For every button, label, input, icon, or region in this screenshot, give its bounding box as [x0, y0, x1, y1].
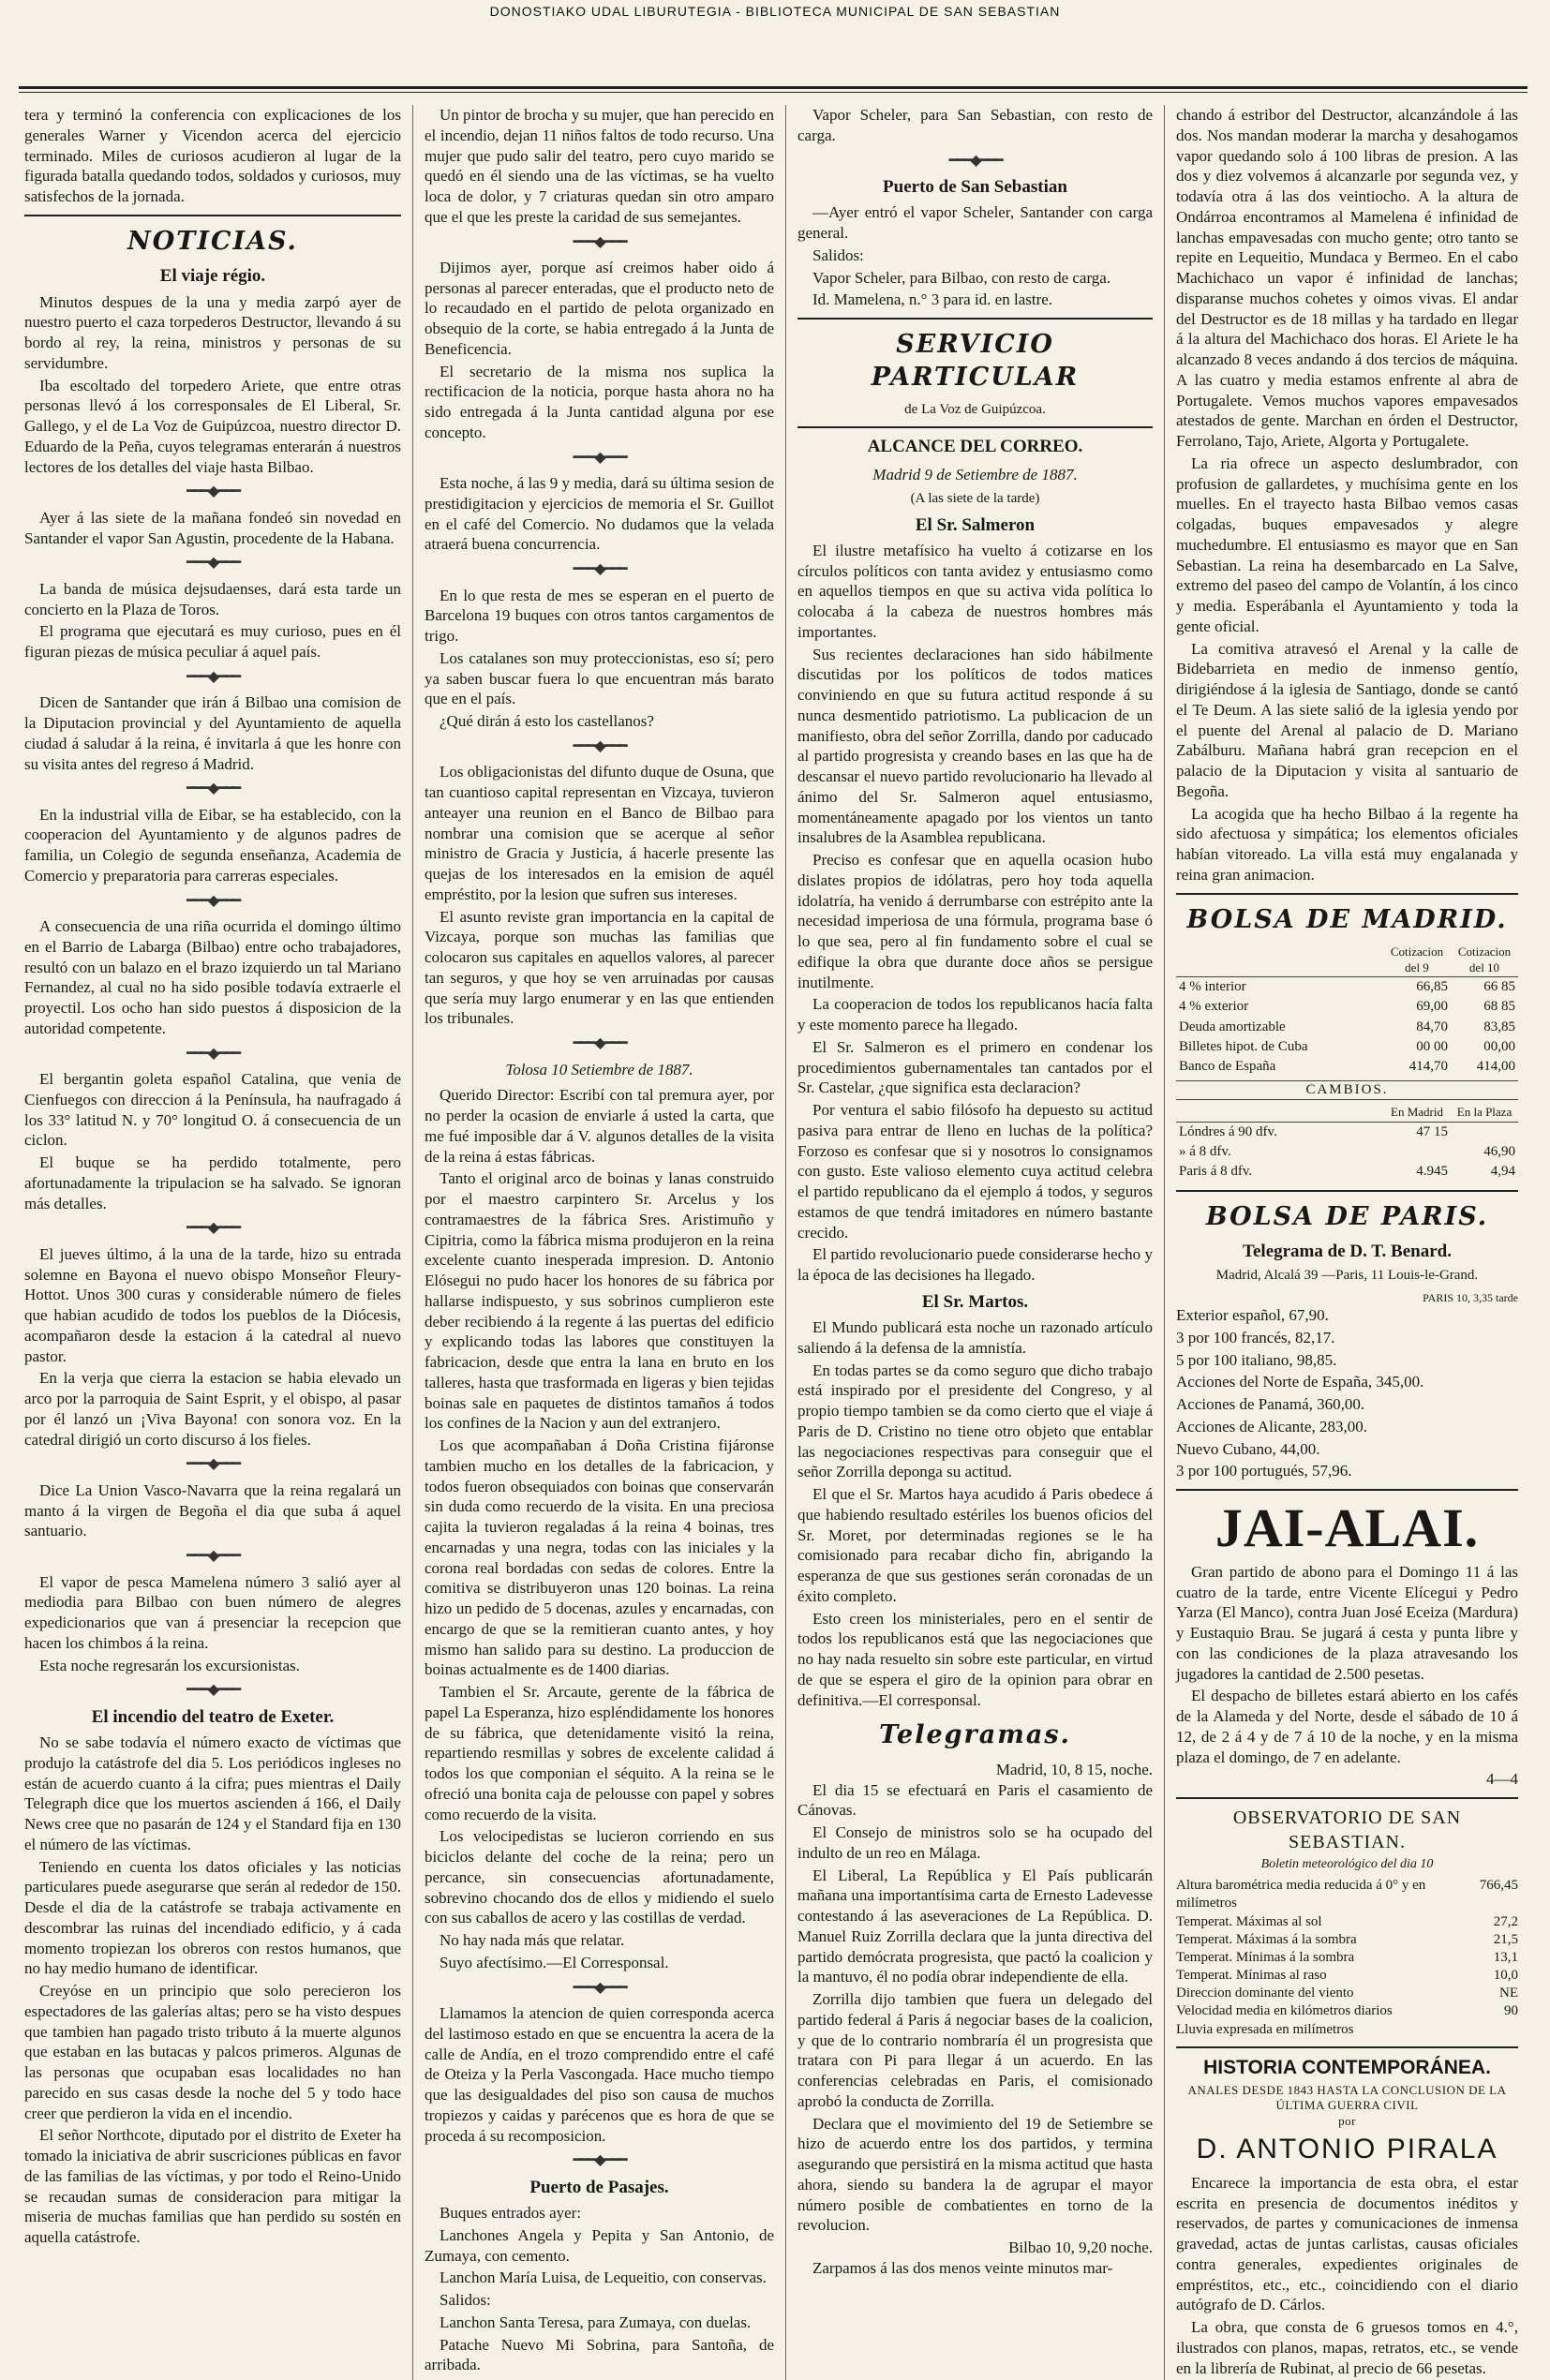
paragraph: ¿Qué dirán á esto los castellanos? [440, 712, 654, 731]
paragraph: El buque se ha perdido totalmente, pero afortunadamente la tripulacion se ha salvado. Se ignoran más detalles. [24, 1153, 401, 1212]
paragraph: Declara que el movimiento del 19 de Setiembre se hizo de acuerdo entre los dos partidos, y termina asegurando que persistirá en la misma actitud que hasta ahora, siendo su bandera la de agrupar el mayor número posible de combatientes en torno de la revolucion. [797, 2114, 1153, 2235]
table-header [1176, 944, 1383, 977]
weather-row [1176, 2002, 1518, 2020]
paragraph: Gran partido de abono para el Domingo 11 á las cuatro de la tarde, entre Vicente Elícegui y Pedro Yarza (El Manco), contra Juan José Eceiza (Mardura) y Eustaquio Brau. Se jugará á cesta y punta libre y con las condiciones de la plaza atravesando los jugadores la cantidad de 2.500 pesetas. [1176, 1562, 1518, 1683]
weather-row [1176, 2021, 1518, 2039]
paragraph: Dicen de Santander que irán á Bilbao una comision de la Diputacion provincial y del Ayuntamiento de aquella ciudad á saludar á la reina, é invitarla á que les honre con su visita antes del regreso á Madrid. [24, 693, 401, 773]
telegramas-heading: Telegramas. [879, 1720, 1071, 1750]
historia-subheading: ANALES DESDE 1843 HASTA LA CONCLUSION DE LA ÚLTIMA GUERRA CIVIL [1187, 2082, 1507, 2113]
paragraph: Los obligacionistas del difunto duque de Osuna, que tan cuantioso capital representan en Vizcaya, tuvieron anteayer una reunion en el Banco de Bilbao para nombrar una comision que se acerque al señor ministro de Gracia y Justicia, á hacerle presente las quejas de los interesados en la emision de aquél empréstito, por la lesion que sufren sus intereses. [425, 763, 774, 903]
time-note: (A las siete de la tarde) [910, 491, 1040, 507]
paragraph: chando á estribor del Destructor, alcanzándole á las dos. Nos mandan moderar la marcha y desahogamos vapor quedando solo á 100 libras de presion. A las dos y diez volvemos á alcanzarle por segunda vez, y todavía otra á las dos veintiocho. A la altura de Ondárroa encontramos al Mamelena é infinidad de lanchas empavesadas con mucho gente; otro tanto se repite en Lequeitio, Mundaca y Bermeo. En el cabo Machichaco un vapor é infinidad de lanchas; disparanse muchos cohetes y oimos vivas. El andar del Destructor es de 18 millas y ha tardado en llegar á la altura del Machichaco dos horas. El Ariete le ha alcanzado 8 veces andando á dos tercios de máquina. A las cuatro y media estamos enfrente al abra de Portugalete. Vemos muchos vapores empavesados atestados de gente. Marchan en órden el Destructor, Ferrolano, Tajo, Ariete, Algorta y Portugalete. [1176, 106, 1518, 450]
list-item: 3 por 100 portugués, 57,96. [1176, 1462, 1352, 1480]
weather-row [1176, 1967, 1518, 1985]
paragraph: En todas partes se da como seguro que dicho trabajo está inspirado por el presidente del Congreso, y al propio tiempo tambien se da como cierto que el viaje á Paris de D. Cristino no tiene otro objeto que entablar las negociaciones respectivas para conseguir que el señor Zorrilla deponga su actitud. [797, 1361, 1153, 1481]
tolosa-dateline: Tolosa 10 Setiembre de 1887. [505, 1060, 693, 1078]
ornament-divider: ━━━◆━━━ [186, 668, 240, 685]
table-header [1176, 1104, 1383, 1122]
paragraph: Vapor Scheler, para San Sebastian, con resto de carga. [797, 106, 1153, 144]
table-row [1176, 1162, 1518, 1182]
list-item: 5 por 100 italiano, 98,85. [1176, 1350, 1337, 1369]
table-cell: 414,70 [1408, 1059, 1448, 1075]
divider [1176, 1190, 1518, 1192]
table-row [1176, 1037, 1518, 1057]
paragraph: Iba escoltado del torpedero Ariete, que entre otras personas llevó á los corresponsales de El Liberal, Sr. Gallego, y el de La Voz de Guipúzcoa, nuestro director D. Eduardo de la Peña, cuyos telegramas enterarán á nuestros lectores de los detalles del viaje hasta Bilbao. [24, 376, 401, 476]
table-row [1176, 997, 1518, 1017]
paragraph: La banda de música dejsudaenses, dará esta tarde un concierto en la Plaza de Toros. [24, 579, 401, 618]
paragraph: Esta noche regresarán los excursionistas. [39, 1656, 301, 1674]
paragraph: La cooperacion de todos los republicanos hacía falta y este momento parece ha llegado. [797, 995, 1153, 1034]
paragraph: Zarpamos á las dos menos veinte minutos mar- [812, 2258, 1113, 2277]
ad-number: 4—4 [1486, 1770, 1518, 1789]
table-header-row [1176, 1104, 1518, 1122]
paragraph: No se sabe todavía el número exacto de víctimas que produjo la catástrofe del dia 5. Los periódicos ingleses no están de acuerdo cuanto á la cifra; pues mientras el Daily Telegraph dice que los muertos ascienden á 166, el Daily News cree que no pasarán de 124 y el Standard fija en 130 el número de las víctimas. [24, 1733, 401, 1853]
table-row [1176, 1142, 1518, 1162]
paragraph: La obra, que consta de 6 gruesos tomos en 4.°, ilustrados con planos, mapas, retratos, etc., se vende en la librería de Rubinat, al precio de 66 pesetas. [1176, 2318, 1518, 2377]
table-cell: 66,85 [1416, 979, 1448, 995]
paragraph: Sus recientes declaraciones han sido hábilmente discutidas por los políticos de todos matices conviniendo en que su futura actitud responde á su nunca desmentido patriotismo. La publicacion de un manifiesto, obra del señor Zorrilla, dando por caducado al partido progresista y creando bases en las que ha de descansar el nuevo partido revolucionario ha llevado al ánimo del Sr. Salmeron aquel entusiasmo, momentáneamente apagado por los vientos un tanto insalubres de la Asamblea republicana. [797, 645, 1153, 847]
paragraph: Dice La Union Vasco-Navarra que la reina regalará un manto á la virgen de Begoña el dia que suba á aquel santuario. [24, 1480, 401, 1540]
table-row [1176, 1018, 1518, 1037]
table-header: En Madrid [1383, 1104, 1451, 1122]
table-cell: 69,00 [1416, 999, 1448, 1015]
weather-row [1176, 1877, 1518, 1912]
list-item: Nuevo Cubano, 44,00. [1176, 1439, 1320, 1458]
paragraph: Teniendo en cuenta los datos oficiales y las noticias particulares puede asegurarse que serán al rededor de 150. Desde el dia de la catástrofe se trabaja activamente en descombrar las ruinas del incendiado edificio, y á cada momento tropiezan los obreros con restos humanos, que no hay medio humano de identificar. [24, 1857, 401, 1978]
signature: Suyo afectísimo.—El Corresponsal. [440, 1953, 669, 1971]
table-cell: Deuda amortizable [1179, 1019, 1286, 1034]
table-cell: 66 85 [1483, 979, 1515, 995]
divider [1176, 1797, 1518, 1799]
divider [1176, 2046, 1518, 2048]
ornament-divider: ━━━◆━━━ [573, 737, 626, 754]
paragraph: La ria ofrece un aspecto deslumbrador, con profusion de gallardetes, y muchísima gente en los muelles. En el trayecto hasta Bilbao vemos casas colgadas, buques empavesados y alegre muchedumbre. El entusiasmo es mayor que en San Sebastian. La reina ha desembarcado en La Salve, extremo del paseo del campo de Volantín, á los cinco y media. Esperábanla el Ayuntamiento y toda la gente oficial. [1176, 454, 1518, 635]
weather-label: Direccion dominante del viento [1176, 1986, 1354, 2001]
paragraph: El Sr. Salmeron es el primero en condenar los procedimientos gubernamentales tan cantados por el Sr. Castelar, ¿que significa esta declaracion? [797, 1037, 1153, 1097]
paragraph: La comitiva atravesó el Arenal y la calle de Bidebarrieta en medio de inmenso gentío, dirigiéndose á la iglesia de Santiago, donde se cantó el Te Deum. A las siete salió de la iglesia yendo por el puente del Arenal al palacio de D. Mariano Zabálburu. Mañana habrá gran recepcion en el palacio de la Diputacion y visita al santuario de Begoña. [1176, 639, 1518, 800]
paragraph: Llamamos la atencion de quien corresponda acerca del lastimoso estado en que se encuentra la acera de la calle de Andía, en el trozo comprendido entre el café de Oteiza y la Perla Vascongada. Hace mucho tiempo que las desigualdades del piso son causa de muchos tropiezos y caidas y parécenos que es hora de que se proceda á su recomposicion. [425, 2004, 774, 2145]
paragraph: Patache Nuevo Mi Sobrina, para Santoña, de arribada. [425, 2335, 774, 2374]
cambios-table [1176, 1104, 1518, 1182]
list-item: Acciones del Norte de España, 345,00. [1176, 1373, 1424, 1391]
telegram-dateline: Bilbao 10, 9,20 noche. [1008, 2239, 1153, 2257]
weather-label: Temperat. Máximas á la sombra [1176, 1931, 1357, 1947]
paragraph: El programa que ejecutará es muy curioso, pues en él figuran piezas de música peculiar á aquel país. [24, 622, 401, 662]
weather-value: 90 [1504, 2003, 1518, 2019]
servicio-heading: SERVICIO PARTICULAR [871, 330, 1080, 392]
paragraph: Tanto el original arco de boinas y lanas construido por el maestro carpintero Sr. Arcelus y los contramaestres de la fábrica Sres. Aristimuño y Cipitria, como la fábrica misma produjeron en la reina excelente cuanto inesperada impresion. D. Antonio Elósegui no pudo hacer los honores de su fábrica por hallarse indispuesto, y sus sobrinos cumplieron este deber recibiendo á la regente á las puertas del edificio y explicando todas las labores que constituyen la fabricacion, desde que entra la lana en bruto en los talleres, hasta que trasformada en ligeras y bien tejidas boinas sale en paquetes de distintos tamaños á todos los confines de la Nacion y aun del extranjero. [425, 1169, 774, 1433]
ornament-divider: ━━━◆━━━ [186, 1045, 240, 1062]
table-cell: Billetes hipot. de Cuba [1179, 1038, 1308, 1054]
table-cell [1451, 1123, 1518, 1143]
paragraph: El dia 15 se efectuará en Paris el casamiento de Cánovas. [797, 1780, 1153, 1820]
paragraph: Los velocipedistas se lucieron corriendo en sus biciclos delante del coche de la reina; pero un percance, sin consecuencias afortunadamente, sobrevino chocando dos de ellos y midiendo el suelo con sus caballos de acero y las costillas de verdad. [425, 1827, 774, 1927]
paragraph: Vapor Scheler, para Bilbao, con resto de carga. [812, 268, 1111, 287]
paragraph: La acogida que ha hecho Bilbao á la regente ha sido afectuosa y simpática; los elementos oficiales habían vitoreado. La villa está muy engalanada y reina gran animacion. [1176, 804, 1518, 884]
table-cell: 83,85 [1483, 1019, 1515, 1034]
ornament-divider: ━━━◆━━━ [186, 555, 240, 572]
paragraph: Los que acompañaban á Doña Cristina fijáronse tambien mucho en los detalles de la fabricacion, y todos fueron obsequiados con boinas que conservarán sin duda como recuerdo de la visita. En una preciosa cajita la tuvieron regaladas á la reina 4 boinas, tres encarnadas y una negra, todas con las iniciales y la corona real bordadas con sedas de colores. Entre la comitiva se distribuyeron unas 120 boinas. La reina hizo un pedido de 5 docenas, azules y encarnadas, con encargo de que se la remitieran cuanto antes, y hoy mismo han salido para su destino. La produccion de boinas actualmente es de 1400 diarias. [425, 1436, 774, 1679]
ornament-divider: ━━━◆━━━ [186, 1682, 240, 1699]
ornament-divider: ━━━◆━━━ [573, 1035, 626, 1052]
san-sebastian-port-heading: Puerto de San Sebastian [883, 176, 1067, 197]
paragraph: No hay nada más que relatar. [440, 1931, 625, 1950]
table-row [1176, 1057, 1518, 1077]
ornament-divider: ━━━◆━━━ [186, 1548, 240, 1565]
paragraph: Ayer á las siete de la mañana fondeó sin novedad en Santander el vapor San Agustin, procedente de la Habana. [24, 508, 401, 547]
ornament-divider: ━━━◆━━━ [573, 561, 626, 578]
weather-label: Temperat. Mínimas al raso [1176, 1968, 1327, 1984]
telegram-benard-heading: Telegrama de D. T. Benard. [1243, 1242, 1452, 1262]
table-cell: Banco de España [1179, 1059, 1276, 1075]
weather-label: Velocidad media en kilómetros diarios [1176, 2003, 1393, 2019]
jaialai-heading: JAI-ALAI. [1215, 1497, 1480, 1559]
paragraph: Creyóse en un principio que solo perecieron los espectadores de las galerías altas; pero se ha visto despues que tambien han pagado tristo tributo á la muerte algunos que estaban en las butacas y palcos primeros. Algunas de las personas que ocupaban esas localidades no han parecido en sus casas desde la noche del 5 y todo hace creer que perdieron la vida en el incendio. [24, 1982, 401, 2122]
paragraph: El asunto reviste gran importancia en la capital de Vizcaya, porque son muchas las familias que colocaron sus capitales en aquellos valores, al parecer tan seguros, y que hoy se ven arruinadas por causas que sería muy largo enumerar y en las que entienden los tribunales. [425, 907, 774, 1028]
ornament-divider: ━━━◆━━━ [186, 892, 240, 909]
table-cell: 00 00 [1416, 1038, 1448, 1054]
paragraph: A consecuencia de una riña ocurrida el domingo último en el Barrio de Labarga (Bilbao) entre ocho trabajadores, resultó con un balazo en el brazo izquierdo un tal Mariano Fernandez, al cual no ha sido posible todavía extraerle el proyectil. Los ocho han sido puestos á disposicion de la autoridad competente. [24, 917, 401, 1037]
paragraph: El señor Northcote, diputado por el distrito de Exeter ha tomado la iniciativa de abrir suscriciones públicas en favor de las familias de las víctimas, y por todo el Reino-Unido se recaudan sumas de consideracion para mitigar la miseria de muchas familias que han perdido su sostén en aquella catástrofe. [24, 2126, 401, 2247]
paragraph: Lanchon Santa Teresa, para Zumaya, con duelas. [440, 2313, 752, 2331]
divider [1176, 893, 1518, 895]
weather-value: 27,2 [1493, 1913, 1518, 1929]
table-cell: 414,00 [1476, 1059, 1515, 1075]
table-cell: 4,94 [1490, 1164, 1515, 1180]
table-header: Cotizacion del 10 [1451, 944, 1518, 977]
paragraph: El secretario de la misma nos suplica la rectificacion de la noticia, porque hasta ahora no ha sido entregada á la Junta cantidad alguna por ese concepto. [425, 362, 774, 441]
ornament-divider: ━━━◆━━━ [573, 1979, 626, 1996]
table-header-row [1176, 944, 1518, 977]
paragraph: El vapor de pesca Mamelena número 3 salió ayer al mediodia para Bilbao con buen número de alegres expedicionarios que van á presenciar la recepcion que hacen los chimbos á la reina. [24, 1572, 401, 1652]
table-header: Cotizacion del 9 [1383, 944, 1451, 977]
newspaper-page [21, 105, 1529, 2377]
intro-paragraph: tera y terminó la conferencia con explicaciones de los generales Warner y Vicendon acerca del ejercicio terminado. Miles de curiosos acudieron al lugar de la figurada batalla quedando todos, soldados y curiosos, muy satisfechos de la jornada. [24, 106, 401, 205]
paragraph: El despacho de billetes estará abierto en los cafés de la Alameda y del Norte, desde el sábado de 10 á 12, de 2 á 4 y de 7 á 10 de la noche, y en la misma plaza el domingo, de 7 en adelante. [1176, 1687, 1518, 1766]
bolsa-madrid-table [1176, 944, 1518, 1077]
column-4 [1164, 105, 1529, 2380]
paragraph: Lanchon María Luisa, de Lequeitio, con conservas. [440, 2268, 767, 2287]
table-cell: 84,70 [1416, 1019, 1448, 1034]
incendio-heading: El incendio del teatro de Exeter. [91, 1706, 335, 1727]
list-item: Acciones de Alicante, 283,00. [1176, 1417, 1367, 1435]
madrid-dateline: Madrid 9 de Setiembre de 1887. [872, 465, 1078, 483]
paragraph: Salidos: [812, 245, 864, 264]
list-item: 3 por 100 francés, 82,17. [1176, 1328, 1335, 1346]
weather-label: Altura barométrica media reducida á 0° y en milímetros [1176, 1878, 1426, 1911]
weather-value: 10,0 [1493, 1968, 1518, 1984]
list-item: Acciones de Panamá, 360,00. [1176, 1395, 1365, 1414]
paragraph: Querido Director: Escribí con tal premura ayer, por no perder la ocasion de enviarle á usted la carta, que me fué imposible dar á V. algunos detalles de la visita de la reina á estas fábricas. [425, 1086, 774, 1166]
weather-value: 766,45 [1479, 1878, 1518, 1894]
paragraph: Los catalanes son muy proteccionistas, eso sí; pero ya saben buscar fuera lo que encuentran más barato que en el país. [425, 648, 774, 708]
cambios-heading: CAMBIOS. [1176, 1080, 1518, 1100]
paragraph: Id. Mamelena, n.° 3 para id. en lastre. [812, 290, 1053, 309]
weather-value: 21,5 [1493, 1931, 1518, 1947]
table-header: En la Plaza [1451, 1104, 1518, 1122]
servicio-subheading: de La Voz de Guipúzcoa. [904, 402, 1046, 418]
paragraph: Un pintor de brocha y su mujer, que han perecido en el incendio, dejan 11 niños faltos de todo recurso. Una mujer que pudo salir del teatro, pero cuyo marido se quedó en él siendo una de las víctimas, se ha vuelto loca de dolor, y 7 criaturas quedan sin otro amparo que el que les preste la caridad de sus semejantes. [425, 106, 774, 226]
viaje-heading: El viaje régio. [159, 266, 266, 287]
ornament-divider: ━━━◆━━━ [186, 781, 240, 797]
ornament-divider: ━━━◆━━━ [573, 449, 626, 466]
table-cell: 46,90 [1483, 1144, 1515, 1160]
observatorio-heading: OBSERVATORIO DE SAN SEBASTIAN. [1232, 1807, 1462, 1852]
paragraph: Buques entrados ayer: [440, 2204, 582, 2223]
table-cell: » á 8 dfv. [1179, 1144, 1231, 1160]
paragraph: En la industrial villa de Eibar, se ha establecido, con la cooperacion del Ayuntamiento y de algunos padres de familia, un Colegio de segunda enseñanza, Academia de Comercio y preparatoria para carreras especiales. [24, 805, 401, 885]
paragraph: Esto creen los ministeriales, pero en el sentir de todos los republicanos está que las negociaciones que no hay nada resuelto sin sobre este particular, en virtud de que se espera el giro de la opinion para obrar en definitiva.—El corresponsal. [797, 1609, 1153, 1709]
historia-por: por [1338, 2113, 1356, 2128]
bolsa-madrid-heading: BOLSA DE MADRID. [1186, 904, 1508, 934]
salmeron-heading: El Sr. Salmeron [915, 514, 1036, 535]
weather-label: Temperat. Máximas al sol [1176, 1913, 1322, 1929]
ornament-divider: ━━━◆━━━ [186, 483, 240, 500]
weather-row [1176, 1913, 1518, 1931]
paragraph: Dijimos ayer, porque así creimos haber oido á personas al parecer enteradas, que el producto neto de lo recaudado en el partido de pelota organizado en obsequio de la corte, se habia entregado á la Junta de Beneficencia. [425, 258, 774, 358]
divider [797, 318, 1153, 320]
table-row [1176, 977, 1518, 998]
table-cell: 4 % exterior [1179, 999, 1249, 1015]
top-rule [19, 86, 1528, 89]
ornament-divider: ━━━◆━━━ [573, 233, 626, 250]
paragraph: Esta noche, á las 9 y media, dará su última sesion de prestidigitacion y ejercicios de memoria el Sr. Guillot en el café del Comercio. No dudamos que la velada atraerá buena concurrencia. [425, 474, 774, 554]
paragraph: En la verja que cierra la estacion se habia elevado un arco por la parroquia de Saint Esprit, y el obispo, al pasar por él lanzó un ¡Viva Bayona! con sonora voz. En la catedral dirigió un corto discurso á los fieles. [24, 1369, 401, 1449]
table-cell: 4.945 [1416, 1164, 1448, 1180]
divider [1176, 1489, 1518, 1491]
martos-heading: El Sr. Martos. [921, 1291, 1029, 1312]
bolsa-paris-heading: BOLSA DE PARIS. [1205, 1201, 1489, 1231]
weather-row [1176, 1931, 1518, 1949]
list-item: Exterior español, 67,90. [1176, 1306, 1329, 1325]
paragraph: El ilustre metafísico ha vuelto á cotizarse en los círculos políticos con tanta avidez y entusiasmo como en aquellos tiempos en que su activa vida política lo colocaba á la cabeza de nuestros hombres más importantes. [797, 541, 1153, 641]
paragraph: El que el Sr. Martos haya acudido á Paris obedece á que habiendo resultado estériles los buenos oficios del Sr. Moret, por determinadas regiones se le ha comisionado para recabar dicho fin, abrigando la esperanza de que sus gestiones serán coronadas de un éxito completo. [797, 1485, 1153, 1605]
column-1 [21, 105, 412, 2380]
paragraph: El bergantin goleta español Catalina, que venia de Cienfuegos con direccion á la Península, ha naufragado á los 33° latitud N. y 70° longitud O. á consecuencia de un ciclon. [24, 1070, 401, 1150]
paragraph: El Consejo de ministros solo se ha ocupado del indulto de un reo en Málaga. [797, 1823, 1153, 1862]
ornament-divider: ━━━◆━━━ [948, 152, 1002, 169]
paragraph: En lo que resta de mes se esperan en el puerto de Barcelona 19 buques con otros tantos cargamentos de trigo. [425, 586, 774, 646]
paragraph: El Liberal, La República y El País publicarán mañana una importantísima carta de Ernesto Ladevesse contestando á las aseveraciones de La República. D. Manuel Ruiz Zorrilla declara que la junta directiva del partido demócrata progresista, que pactó la coalicion y la mantuvo, él no podía obrar independiente de ella. [797, 1866, 1153, 1986]
author-name: D. ANTONIO PIRALA [1196, 2133, 1498, 2164]
weather-row [1176, 1949, 1518, 1967]
paragraph: Por ventura el sabio filósofo ha depuesto su actitud pasiva para entrar de lleno en luchas de la política? Forzoso es confesar que si y nosotros lo consignamos con gusto. Este valioso elemento cuya actitud celebra el partido republicano da el ejemplo á todos, y seguros estamos de que tendrá imitadores en número bastante crecido. [797, 1101, 1153, 1242]
paris-time: PARIS 10, 3,35 tarde [1423, 1290, 1518, 1304]
paragraph: Minutos despues de la una y media zarpó ayer de nuestro puerto el caza torpederos Destructor, llevando á su bordo al rey, la reina, ministros y personas de su servidumbre. [24, 292, 401, 372]
paragraph: El partido revolucionario puede considerarse hecho y la época de las decisiones ha llegado. [797, 1245, 1153, 1285]
divider [797, 426, 1153, 428]
noticias-heading: NOTICIAS. [127, 226, 298, 256]
pasajes-heading: Puerto de Pasajes. [529, 2177, 669, 2197]
table-cell: Lóndres á 90 dfv. [1179, 1124, 1277, 1140]
table-cell: 68 85 [1483, 999, 1515, 1015]
archive-header: DONOSTIAKO UDAL LIBURUTEGIA - BIBLIOTECA MUNICIPAL DE SAN SEBASTIAN [489, 4, 1061, 19]
boletin-subheading: Boletin meteorológico del dia 10 [1260, 1857, 1434, 1872]
paragraph: —Ayer entró el vapor Scheler, Santander con carga general. [797, 203, 1153, 243]
table-cell: 4 % interior [1179, 979, 1246, 995]
telegram-dateline: Madrid, 10, 8 15, noche. [995, 1760, 1153, 1778]
paragraph: Zorrilla dijo tambien que fuera un delegado del partido federal á Paris á negociar bases de la coalicion, y que de lo contrario nombraría él un progresista que tratara con Pi para llegar á un acuerdo. En las conferencias celebradas en Paris, el comisionado aprobó la conducta de Zorrilla. [797, 1990, 1153, 2110]
table-cell [1383, 1142, 1451, 1162]
historia-heading: HISTORIA CONTEMPORÁNEA. [1203, 2056, 1491, 2078]
table-row [1176, 1123, 1518, 1143]
paragraph: Encarece la importancia de esta obra, el estar escrita en presencia de documentos inéditos y reservados, de partes y comunicaciones de inmensa gravedad, actas de juntas carlistas, causas oficiales contra generales, expedientes originales de empréstitos, etc., etc., coincidiendo con el diario autógrafo de D. Cárlos. [1176, 2173, 1518, 2314]
weather-label: Temperat. Mínimas á la sombra [1176, 1949, 1355, 1965]
paragraph: El Mundo publicará esta noche un razonado artículo saliendo á la defensa de la amnistía. [797, 1318, 1153, 1357]
weather-value: 13,1 [1493, 1949, 1518, 1965]
paragraph: Salidos: [440, 2291, 491, 2310]
table-cell: 00,00 [1483, 1038, 1515, 1054]
alcance-heading: ALCANCE DEL CORREO. [867, 437, 1083, 457]
weather-value: NE [1499, 1986, 1518, 2001]
benard-address: Madrid, Alcalá 39 —Paris, 11 Louis-le-Grand. [1215, 1268, 1479, 1284]
divider [24, 215, 401, 216]
paragraph: Preciso es confesar que en aquella ocasion hubo dislates propios de idólatras, pero hoy toda aquella idolatría, ha venido á derrumbarse con estrépito ante la necesidad imperiosa de una fórmula, programa base ó lo que sea, pero al fin fundamento sobre el cual se edifique la obra que durante doce años se persigue inutilmente. [797, 851, 1153, 991]
ornament-divider: ━━━◆━━━ [573, 2152, 626, 2169]
paragraph: Lanchones Angela y Pepita y San Antonio, de Zumaya, con cemento. [425, 2225, 774, 2265]
paragraph: El jueves último, á la una de la tarde, hizo su entrada solemne en Bayona el nuevo obispo Monseñor Fleury-Hottot. Unos 300 curas y considerable número de fieles que habian acudido de todos los pueblos de la Diócesis, acompañaron desde la estacion á la catedral al nuevo pastor. [24, 1244, 401, 1365]
ornament-divider: ━━━◆━━━ [186, 1456, 240, 1473]
weather-label: Lluvia expresada en milímetros [1176, 2021, 1354, 2037]
table-cell: 47 15 [1416, 1124, 1448, 1140]
paragraph: Tambien el Sr. Arcaute, gerente de la fábrica de papel La Esperanza, hizo espléndidamente los honores de su fábrica, que detenidamente visitó la reina, repartiendo resmillas y sobres de excelente calidad á todos los que componian el séquito. A la reina se le ofreció una bonita caja de pelousse con papel y sobres como recuerdo de la visita. [425, 1683, 774, 1823]
table-cell: Paris á 8 dfv. [1179, 1164, 1253, 1180]
column-2 [412, 105, 785, 2380]
ornament-divider: ━━━◆━━━ [186, 1220, 240, 1237]
column-3 [785, 105, 1164, 2380]
top-rule-thin [19, 92, 1528, 93]
weather-row [1176, 1985, 1518, 2002]
